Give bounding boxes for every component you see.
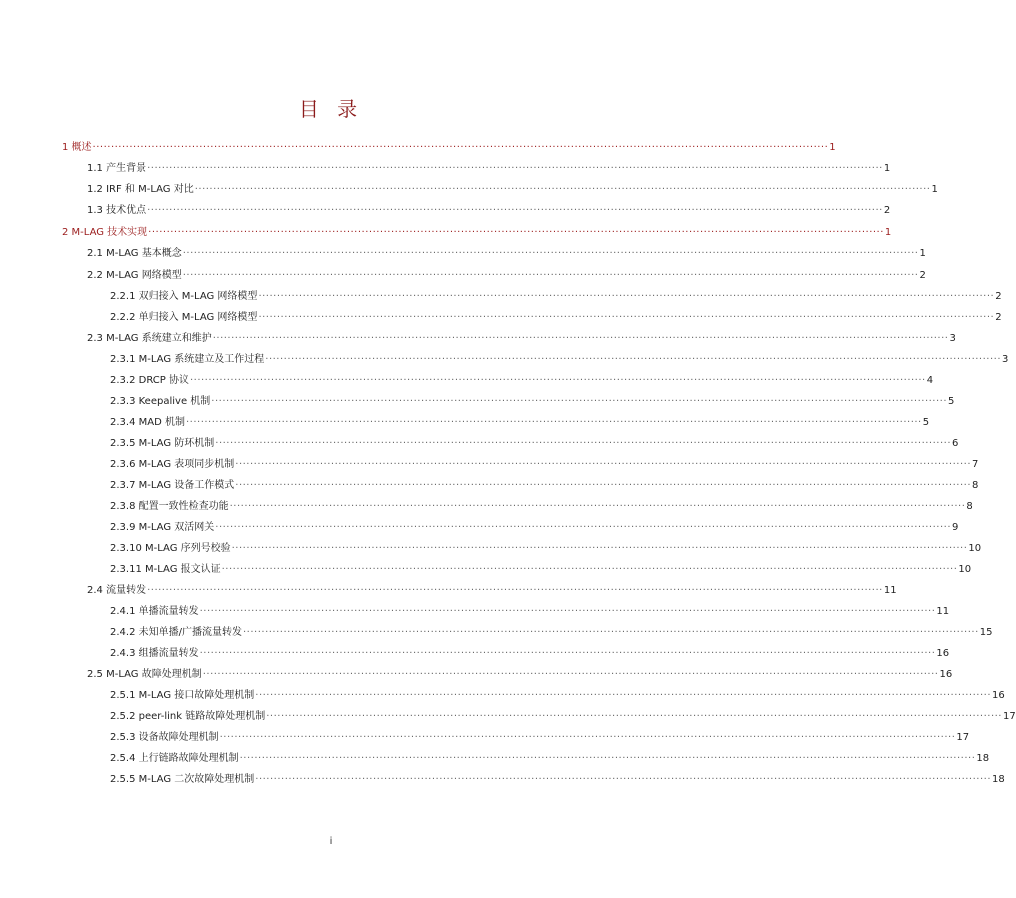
toc-entry[interactable] xyxy=(110,561,972,579)
toc-entry[interactable] xyxy=(110,309,1002,327)
toc-leader-dots: ········································································································································································································ xyxy=(255,774,992,785)
toc-entry-page-number: 1 xyxy=(919,248,926,259)
toc-entry-label: 2.3.4 MAD 机制 xyxy=(110,417,185,428)
toc-entry[interactable] xyxy=(110,519,959,537)
toc-entry[interactable] xyxy=(110,477,979,495)
toc-entry-label: 2.3.2 DRCP 协议 xyxy=(110,375,189,386)
toc-entry-page-number: 15 xyxy=(979,627,993,638)
toc-entry[interactable] xyxy=(87,267,926,285)
toc-leader-dots: ········································································································································································································ xyxy=(235,480,972,491)
toc-leader-dots: ········································································································································································································ xyxy=(215,522,952,533)
toc-entry-page-number: 1 xyxy=(883,163,891,174)
toc-leader-dots: ········································································································································································································ xyxy=(147,585,883,596)
toc-entry[interactable] xyxy=(62,139,836,157)
toc-entry[interactable] xyxy=(110,540,982,558)
toc-leader-dots: ········································································································································································································ xyxy=(199,606,936,617)
toc-entry-page-number: 11 xyxy=(883,585,897,596)
toc-entry-label: 2.4.1 单播流量转发 xyxy=(110,606,199,617)
toc-entry-page-number: 8 xyxy=(972,480,979,491)
toc-entry[interactable] xyxy=(110,288,1002,306)
toc-entry-page-number: 10 xyxy=(958,564,972,575)
toc-leader-dots: ········································································································································································································ xyxy=(229,501,966,512)
toc-leader-dots: ········································································································································································································ xyxy=(219,732,956,743)
footer-page-number: i xyxy=(329,836,333,847)
toc-entry[interactable] xyxy=(87,330,956,348)
toc-entry-page-number: 1 xyxy=(884,227,892,238)
toc-entry-page-number: 1 xyxy=(931,184,938,195)
toc-leader-dots: ········································································································································································································ xyxy=(211,396,948,407)
toc-entry-page-number: 5 xyxy=(948,396,955,407)
toc-entry[interactable] xyxy=(110,498,973,516)
toc-entry-page-number: 5 xyxy=(922,417,930,428)
toc-entry[interactable] xyxy=(87,582,897,600)
toc-entry-label: 2.5.2 peer-link 链路故障处理机制 xyxy=(110,711,266,722)
toc-leader-dots: ········································································································································································································ xyxy=(199,648,936,659)
toc-leader-dots: ········································································································································································································ xyxy=(266,711,1002,722)
toc-entry-page-number: 16 xyxy=(939,669,953,680)
toc-leader-dots: ········································································································································································································ xyxy=(243,627,979,638)
toc-leader-dots: ········································································································································································································ xyxy=(258,312,995,323)
toc-entry-page-number: 2 xyxy=(995,291,1002,302)
toc-entry-page-number: 3 xyxy=(1002,354,1009,365)
toc-entry[interactable] xyxy=(62,224,892,242)
toc-leader-dots: ········································································································································································································ xyxy=(212,333,949,344)
toc-entry[interactable] xyxy=(110,687,1005,705)
toc-entry[interactable] xyxy=(110,624,993,642)
toc-entry-label: 2.4.2 未知单播/广播流量转发 xyxy=(110,627,242,638)
toc-entry-page-number: 18 xyxy=(992,774,1005,785)
toc-entry-label: 2.3.5 M-LAG 防环机制 xyxy=(110,438,215,449)
toc-entry[interactable] xyxy=(87,160,891,178)
toc-leader-dots: ········································································································································································································ xyxy=(239,753,976,764)
toc-entry-label: 1.1 产生背景 xyxy=(87,163,147,174)
toc-entry-label: 1.3 技术优点 xyxy=(87,205,147,216)
toc-entry-label: 2.5 M-LAG 故障处理机制 xyxy=(87,669,202,680)
toc-entry[interactable] xyxy=(110,393,955,411)
toc-leader-dots: ········································································································································································································ xyxy=(258,291,995,302)
toc-entry-label: 1 概述 xyxy=(62,142,92,153)
toc-entry-label: 2.3.11 M-LAG 报文认证 xyxy=(110,564,221,575)
toc-leader-dots: ········································································································································································································ xyxy=(215,438,952,449)
toc-leader-dots: ········································································································································································································ xyxy=(221,564,958,575)
toc-entry-label: 2.3.6 M-LAG 表项同步机制 xyxy=(110,459,235,470)
toc-entry-page-number: 18 xyxy=(976,753,990,764)
toc-leader-dots: ········································································································································································································ xyxy=(147,205,883,216)
toc-entry-label: 2.4.3 组播流量转发 xyxy=(110,648,199,659)
toc-entry-page-number: 2 xyxy=(995,312,1002,323)
toc-leader-dots: ········································································································································································································ xyxy=(265,354,1002,365)
toc-entry[interactable] xyxy=(110,414,930,432)
toc-entry-page-number: 1 xyxy=(829,142,836,153)
toc-entry-label: 2 M-LAG 技术实现 xyxy=(62,227,148,238)
toc-leader-dots: ········································································································································································································ xyxy=(185,417,922,428)
toc-leader-dots: ········································································································································································································ xyxy=(194,184,931,195)
toc-entry-label: 2.4 流量转发 xyxy=(87,585,147,596)
toc-entry[interactable] xyxy=(110,645,950,663)
toc-entry-page-number: 8 xyxy=(966,501,973,512)
toc-leader-dots: ········································································································································································································ xyxy=(255,690,992,701)
toc-entry[interactable] xyxy=(87,245,926,263)
toc-entry-page-number: 17 xyxy=(1002,711,1016,722)
toc-entry-label: 1.2 IRF 和 M-LAG 对比 xyxy=(87,184,194,195)
toc-entry-page-number: 7 xyxy=(972,459,979,470)
toc-entry[interactable] xyxy=(110,729,970,747)
toc-entry[interactable] xyxy=(110,708,1016,726)
toc-entry[interactable] xyxy=(87,666,953,684)
toc-leader-dots: ········································································································································································································ xyxy=(202,669,939,680)
toc-entry[interactable] xyxy=(110,771,1005,789)
toc-leader-dots: ········································································································································································································ xyxy=(231,543,968,554)
toc-leader-dots: ········································································································································································································ xyxy=(189,375,926,386)
toc-entry[interactable] xyxy=(110,435,959,453)
toc-entry-page-number: 2 xyxy=(883,205,891,216)
toc-entry[interactable] xyxy=(87,202,891,220)
toc-entry[interactable] xyxy=(110,603,950,621)
toc-entry-label: 2.3.7 M-LAG 设备工作模式 xyxy=(110,480,235,491)
toc-entry-page-number: 17 xyxy=(956,732,970,743)
toc-leader-dots: ········································································································································································································ xyxy=(235,459,972,470)
document-title: 目 录 xyxy=(298,97,364,121)
toc-entry[interactable] xyxy=(110,351,1009,369)
toc-entry-label: 2.3.3 Keepalive 机制 xyxy=(110,396,211,407)
toc-entry-label: 2.5.1 M-LAG 接口故障处理机制 xyxy=(110,690,255,701)
toc-entry[interactable] xyxy=(110,750,990,768)
toc-entry-label: 2.3.1 M-LAG 系统建立及工作过程 xyxy=(110,354,265,365)
toc-entry[interactable] xyxy=(110,456,979,474)
toc-entry-label: 2.3 M-LAG 系统建立和维护 xyxy=(87,333,212,344)
toc-entry[interactable] xyxy=(87,181,938,199)
toc-entry-page-number: 6 xyxy=(952,438,959,449)
toc-entry-label: 2.3.8 配置一致性检查功能 xyxy=(110,501,229,512)
toc-entry-label: 2.5.3 设备故障处理机制 xyxy=(110,732,219,743)
toc-leader-dots: ········································································································································································································ xyxy=(182,248,919,259)
toc-entry-page-number: 4 xyxy=(926,375,934,386)
toc-entry[interactable] xyxy=(110,372,934,390)
toc-entry-page-number: 16 xyxy=(992,690,1005,701)
toc-entry-page-number: 16 xyxy=(936,648,950,659)
toc-entry-page-number: 11 xyxy=(936,606,950,617)
toc-leader-dots: ········································································································································································································ xyxy=(147,163,883,174)
toc-entry-label: 2.3.9 M-LAG 双活网关 xyxy=(110,522,215,533)
toc-leader-dots: ········································································································································································································ xyxy=(148,227,884,238)
toc-entry-label: 2.5.4 上行链路故障处理机制 xyxy=(110,753,239,764)
toc-entry-page-number: 10 xyxy=(968,543,982,554)
toc-entry-page-number: 3 xyxy=(949,333,956,344)
toc-leader-dots: ········································································································································································································ xyxy=(92,142,829,153)
toc-leader-dots: ········································································································································································································ xyxy=(182,270,919,281)
toc-entry-label: 2.2.1 双归接入 M-LAG 网络模型 xyxy=(110,291,258,302)
toc-entry-page-number: 9 xyxy=(952,522,959,533)
toc-entry-label: 2.2 M-LAG 网络模型 xyxy=(87,270,182,281)
toc-entry-label: 2.2.2 单归接入 M-LAG 网络模型 xyxy=(110,312,258,323)
toc-entry-label: 2.1 M-LAG 基本概念 xyxy=(87,248,182,259)
toc-entry-label: 2.3.10 M-LAG 序列号校验 xyxy=(110,543,231,554)
toc-entry-label: 2.5.5 M-LAG 二次故障处理机制 xyxy=(110,774,255,785)
toc-entry-page-number: 2 xyxy=(919,270,926,281)
